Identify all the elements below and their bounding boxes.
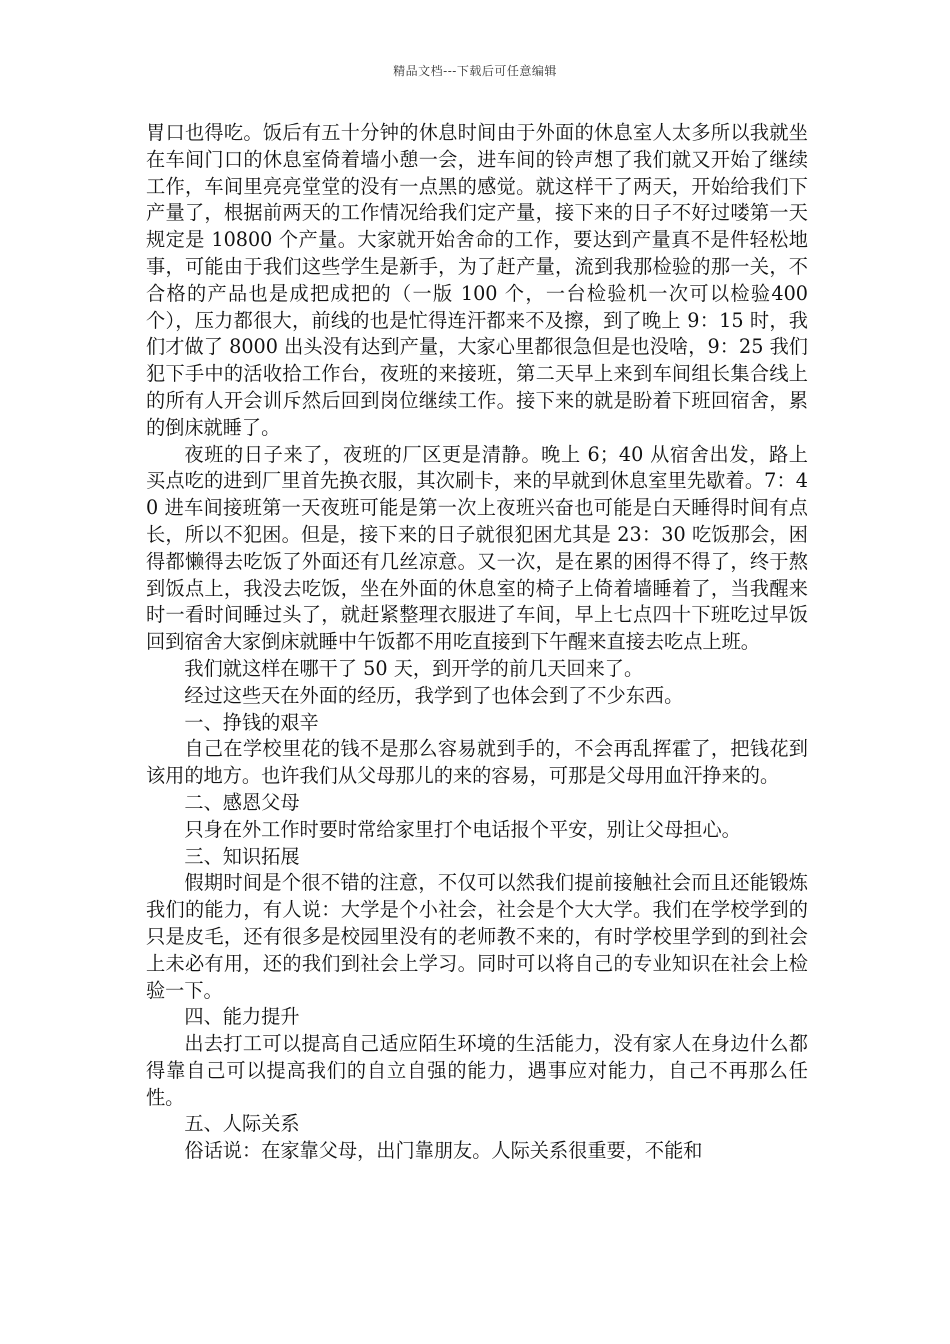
paragraph-night-shift: 夜班的日子来了，夜班的厂区更是清静。晚上 6；40 从宿舍出发，路上买点吃的进到厂里首先换衣服，其次刷卡，来的早就到休息室里先歇着。7：40 进车间接班第一天夜班可能是第一次上夜班兴奋也可能是白天睡得时间有点长，所以不犯困。但是，接下来的日子就很犯困尤其是 23：30 吃饭那会，困得都懒得去吃饭了外面还有几丝凉意。又一次，是在累的困得不得了，终于熬到饭点上，我没去吃饭，坐在外面的休息室的椅子上倚着墙睡着了，当我醒来时一看时间睡过头了，就赶紧整理衣服进了车间，早上七点四十下班吃过早饭回到宿舍大家倒床就睡中午饭都不用吃直接到下午醒来直接去吃点上班。 [146, 442, 808, 654]
section-heading-ability: 四、能力提升 [184, 1005, 300, 1029]
paragraph-ability: 出去打工可以提高自己适应陌生环境的生活能力，没有家人在身边什么都得靠自己可以提高我们的自立自强的能力，遇事应对能力，自己不再那么任性。 [146, 1032, 808, 1109]
section-heading-earning: 一、挣钱的艰辛 [184, 710, 319, 734]
paragraph-experience: 经过这些天在外面的经历，我学到了也体会到了不少东西。 [184, 683, 684, 707]
section-heading-relationships: 五、人际关系 [184, 1112, 300, 1136]
document-body [146, 120, 808, 1165]
page-header: 精品文档---下载后可任意编辑 [393, 64, 557, 78]
paragraph-relationships: 俗话说：在家靠父母，出门靠朋友。人际关系很重要，不能和 [184, 1139, 703, 1163]
paragraph-gratitude: 只身在外工作时要时常给家里打个电话报个平安，别让父母担心。 [184, 817, 741, 841]
section-heading-knowledge: 三、知识拓展 [184, 844, 300, 868]
paragraph-continuation: 胃口也得吃。饭后有五十分钟的休息时间由于外面的休息室人太多所以我就坐在车间门口的休息室倚着墙小憩一会，进车间的铃声想了我们就又开始了继续工作，车间里亮亮堂堂的没有一点黑的感觉。就这样干了两天，开始给我们下产量了，根据前两天的工作情况给我们定产量，接下来的日子不好过喽第一天规定是 10800 个产量。大家就开始舍命的工作，要达到产量真不是件轻松地事，可能由于我们这些学生是新手，为了赶产量，流到我那检验的那一关，不合格的产品也是成把成把的（一版 100 个，一台检验机一次可以检验400 个），压力都很大，前线的也是忙得连汗都来不及擦，到了晚上 9：15 时，我们才做了 8000 出头没有达到产量，大家心里都很急但是也没啥，9：25 我们犯下手中的活收拾工作台，夜班的来接班，第二天早上来到车间组长集合线上的所有人开会训斥然后回到岗位继续工作。接下来的就是盼着下班回宿舍，累的倒床就睡了。 [146, 121, 808, 439]
paragraph-knowledge: 假期时间是个很不错的注意，不仅可以然我们提前接触社会而且还能锻炼我们的能力，有人说：大学是个小社会，社会是个大大学。我们在学校学到的只是皮毛，还有很多是校园里没有的老师教不来的，有时学校里学到的到社会上未必有用，还的我们到社会上学习。同时可以将自己的专业知识在社会上检验一下。 [146, 871, 808, 1002]
paragraph-fifty-days: 我们就这样在哪干了 50 天，到开学的前几天回来了。 [184, 656, 644, 680]
section-heading-gratitude: 二、感恩父母 [184, 790, 300, 814]
paragraph-earning: 自己在学校里花的钱不是那么容易就到手的，不会再乱挥霍了，把钱花到该用的地方。也许我们从父母那儿的来的容易，可那是父母用血汗挣来的。 [146, 737, 808, 788]
